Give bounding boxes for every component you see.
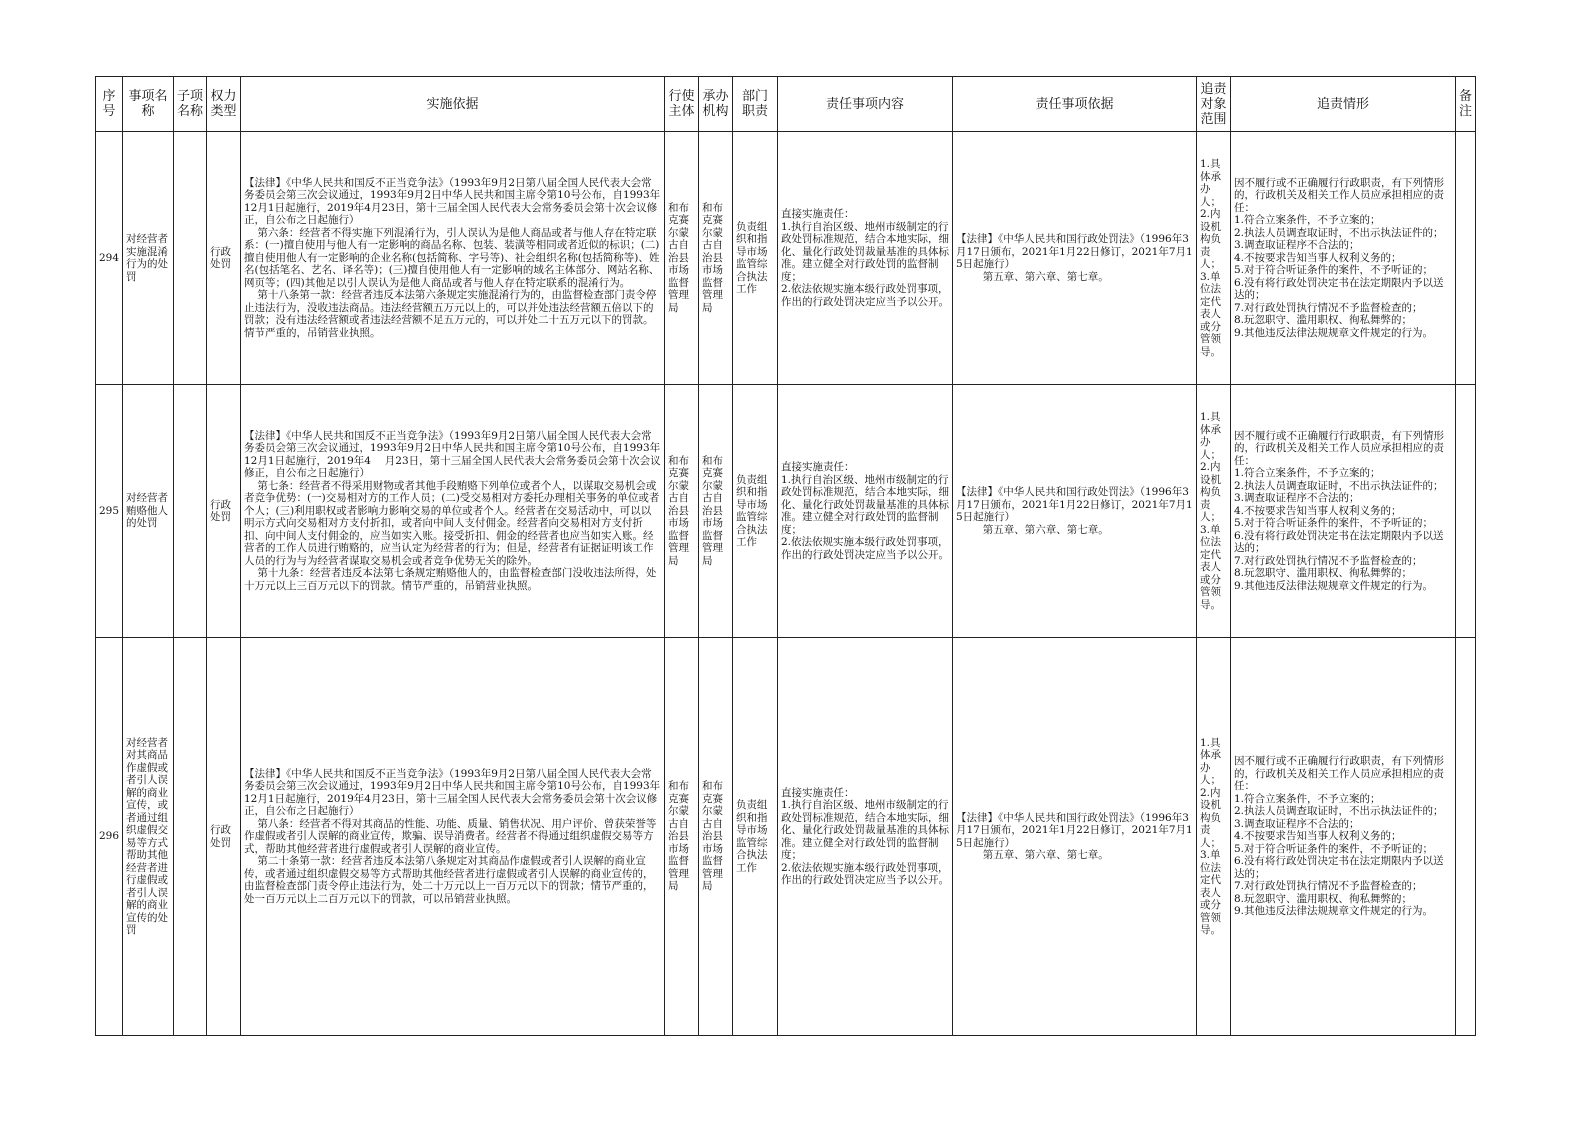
cell-sub-item <box>174 385 207 638</box>
resp-basis-line: 【法律】《中华人民共和国行政处罚法》（1996年3月17日颁布，2021年1月22日修订，2021年7月15日起施行） <box>956 811 1193 849</box>
circumstance-line: 6.没有将行政处罚决定书在法定期限内予以送达的； <box>1234 276 1444 302</box>
basis-paragraph: 第十八条第一款：经营者违反本法第六条规定实施混淆行为的，由监督检查部门责令停止违法行为，没收违法商品。违法经营额五万元以上的，可以并处违法经营额五倍以下的罚款；没有违法经营额或者违法经营额不足五万元的，可以并处二十五万元以下的罚款。情节严重的，吊销营业执照。 <box>244 289 657 339</box>
resp-content-line: 直接实施责任： <box>781 461 855 473</box>
basis-paragraph: 第十九条：经营者违反本法第七条规定贿赂他人的，由监督检查部门没收违法所得，处十万元以上三百万元以下的罚款。情节严重的，吊销营业执照。 <box>244 567 657 592</box>
header-circumstances: 追责情形 <box>1231 77 1456 132</box>
resp-content-line: 2.依法依规实施本级行政处罚事项，作出的行政处罚决定应当予以公开。 <box>781 861 949 886</box>
header-resp-content: 责任事项内容 <box>778 77 953 132</box>
cell-remarks <box>1456 638 1476 1036</box>
table-row <box>96 385 1476 638</box>
resp-content-line: 2.依法依规实施本级行政处罚事项，作出的行政处罚决定应当予以公开。 <box>781 536 949 561</box>
cell-dept-duty: 负责组织和指导市场监管综合执法工作 <box>733 132 778 385</box>
cell-seq: 296 <box>96 638 123 1036</box>
circumstance-line: 5.对于符合听证条件的案件，不予听证的； <box>1234 842 1434 855</box>
cell-resp-content <box>778 385 953 638</box>
circumstance-line: 1.符合立案条件，不予立案的； <box>1234 792 1381 805</box>
table-row <box>96 638 1476 1036</box>
cell-remarks <box>1456 132 1476 385</box>
header-scope: 追责对象范围 <box>1197 77 1231 132</box>
circumstance-line: 因不履行或不正确履行行政职责，有下列情形的，行政机关及相关工作人员应承担相应的责任： <box>1234 755 1444 793</box>
header-power-type: 权力类型 <box>207 77 241 132</box>
circumstance-line: 8.玩忽职守、滥用职权、徇私舞弊的； <box>1234 567 1413 580</box>
table-row <box>96 132 1476 385</box>
resp-basis-line: 【法律】《中华人民共和国行政处罚法》（1996年3月17日颁布，2021年1月22日修订，2021年7月15日起施行） <box>956 486 1193 523</box>
header-basis: 实施依据 <box>241 77 665 132</box>
cell-dept-duty: 负责组织和指导市场监管综合执法工作 <box>733 385 778 638</box>
cell-sub-item <box>174 638 207 1036</box>
resp-content-line: 1.执行自治区级、地州市级制定的行政处罚标准规范，结合本地实际，细化、量化行政处罚裁量基准的具体标准。建立健全对行政处罚的监督制度； <box>781 799 949 861</box>
header-item-name: 事项名称 <box>123 77 174 132</box>
cell-scope: 1.具体承办人；2.内设机构负责人；3.单位法定代表人或分管领导。 <box>1197 132 1231 385</box>
cell-power-type: 行政处罚 <box>207 132 241 385</box>
circumstance-line: 3.调查取证程序不合法的； <box>1234 239 1360 252</box>
cell-resp-content <box>778 132 953 385</box>
circumstance-line: 3.调查取证程序不合法的； <box>1234 817 1360 830</box>
circumstance-line: 因不履行或不正确履行行政职责，有下列情形的，行政机关及相关工作人员应承担相应的责任： <box>1234 429 1444 467</box>
cell-agency: 和布克赛尔蒙古自治县市场监督管理局 <box>699 638 733 1036</box>
cell-resp-basis <box>953 132 1197 385</box>
cell-circumstances <box>1231 132 1456 385</box>
cell-subject: 和布克赛尔蒙古自治县市场监督管理局 <box>665 385 699 638</box>
circumstance-line: 4.不按要求告知当事人权利义务的； <box>1234 830 1402 843</box>
circumstance-line: 9.其他违反法律法规规章文件规定的行为。 <box>1234 579 1434 592</box>
basis-paragraph: 第二十条第一款：经营者违反本法第八条规定对其商品作虚假或者引人误解的商业宣传，或者通过组织虚假交易等方式帮助其他经营者进行虚假或者引人误解的商业宣传的，由监督检查部门责令停止违法行为，处二十万元以上一百万元以下的罚款；情节严重的，处一百万元以上二百万元以下的罚款，可以吊销营业执照。 <box>244 855 654 905</box>
cell-dept-duty: 负责组织和指导市场监管综合执法工作 <box>733 638 778 1036</box>
circumstance-line: 8.玩忽职守、滥用职权、徇私舞弊的； <box>1234 892 1413 905</box>
circumstance-line: 2.执法人员调查取证时，不出示执法证件的； <box>1234 479 1444 492</box>
header-agency: 承办机构 <box>699 77 733 132</box>
cell-resp-basis <box>953 385 1197 638</box>
cell-subject: 和布克赛尔蒙古自治县市场监督管理局 <box>665 132 699 385</box>
circumstance-line: 4.不按要求告知当事人权利义务的； <box>1234 504 1402 517</box>
resp-basis-line: 第五章、第六章、第七章。 <box>956 849 1109 861</box>
cell-item-name: 对经营者贿赂他人的处罚 <box>123 385 174 638</box>
cell-seq: 294 <box>96 132 123 385</box>
cell-resp-basis <box>953 638 1197 1036</box>
header-resp-basis: 责任事项依据 <box>953 77 1197 132</box>
resp-content-line: 直接实施责任： <box>781 208 855 220</box>
cell-scope: 1.具体承办人；2.内设机构负责人；3.单位法定代表人或分管领导。 <box>1197 385 1231 638</box>
header-dept-duty: 部门职责 <box>733 77 778 132</box>
circumstance-line: 9.其他违反法律法规规章文件规定的行为。 <box>1234 326 1434 339</box>
circumstance-line: 2.执法人员调查取证时，不出示执法证件的； <box>1234 226 1444 239</box>
cell-basis <box>241 132 665 385</box>
resp-content-line: 2.依法依规实施本级行政处罚事项，作出的行政处罚决定应当予以公开。 <box>781 283 949 308</box>
cell-agency: 和布克赛尔蒙古自治县市场监督管理局 <box>699 385 733 638</box>
circumstance-line: 7.对行政处罚执行情况不予监督检查的； <box>1234 554 1423 567</box>
resp-basis-line: 【法律】《中华人民共和国行政处罚法》（1996年3月17日颁布，2021年1月22日修订，2021年7月15日起施行） <box>956 233 1193 270</box>
basis-paragraph: 【法律】《中华人民共和国反不正当竞争法》（1993年9月2日第八届全国人民代表大会常务委员会第三次会议通过，1993年9月2日中华人民共和国主席令第10号公布，自1993年12月1日起施行，2019年4月23日，第十三届全国人民代表大会常务委员会第十次会议修正，自公布之日起施行） <box>244 176 661 227</box>
resp-basis-line: 第五章、第六章、第七章。 <box>956 270 1109 283</box>
basis-paragraph: 第八条：经营者不得对其商品的性能、功能、质量、销售状况、用户评价、曾获荣誉等作虚假或者引人误解的商业宣传，欺骗、误导消费者。经营者不得通过组织虚假交易等方式，帮助其他经营者进行虚假或者引人误解的商业宣传。 <box>244 817 657 855</box>
circumstance-line: 5.对于符合听证条件的案件，不予听证的； <box>1234 517 1434 530</box>
circumstance-line: 6.没有将行政处罚决定书在法定期限内予以送达的； <box>1234 855 1444 880</box>
circumstance-line: 3.调查取证程序不合法的； <box>1234 492 1360 505</box>
cell-subject: 和布克赛尔蒙古自治县市场监督管理局 <box>665 638 699 1036</box>
basis-paragraph: 【法律】《中华人民共和国反不正当竞争法》（1993年9月2日第八届全国人民代表大会常务委员会第三次会议通过，1993年9月2日中华人民共和国主席令第10号公布，自1993年12月1日起施行，2019年4月23日，第十三届全国人民代表大会常务委员会第十次会议修正，自公布之日起施行） <box>244 767 661 818</box>
circumstance-line: 4.不按要求告知当事人权利义务的； <box>1234 251 1402 264</box>
header-subject: 行使主体 <box>665 77 699 132</box>
cell-basis <box>241 638 665 1036</box>
circumstance-line: 7.对行政处罚执行情况不予监督检查的； <box>1234 880 1423 893</box>
header-sub-item: 子项名称 <box>174 77 207 132</box>
circumstance-line: 8.玩忽职守、滥用职权、徇私舞弊的； <box>1234 314 1413 327</box>
basis-paragraph: 【法律】《中华人民共和国反不正当竞争法》（1993年9月2日第八届全国人民代表大会常务委员会第三次会议通过，1993年9月2日中华人民共和国主席令第10号公布，自1993年12月1日起施行，2019年4 月23日，第十三届全国人民代表大会常务委员会第十次会议修正，自公布之日起施行） <box>244 429 661 480</box>
basis-paragraph: 第六条：经营者不得实施下列混淆行为，引人误认为是他人商品或者与他人存在特定联系：(一)擅自使用与他人有一定影响的商品名称、包装、装潢等相同或者近似的标识；(二)擅自使用他人有一定影响的企业名称(包括简称、字号等)、社会组织名称(包括简称等)、姓名(包括笔名、艺名、译名等)；(三)擅自使用他人有一定影响的域名主体部分、网站名称、网页等；(四)其他足以引人误认为是他人商品或者与他人存在特定联系的混淆行为。 <box>244 226 660 289</box>
circumstance-line: 1.符合立案条件，不予立案的； <box>1234 214 1381 227</box>
resp-content-line: 1.执行自治区级、地州市级制定的行政处罚标准规范，结合本地实际，细化、量化行政处罚裁量基准的具体标准。建立健全对行政处罚的监督制度； <box>781 473 949 536</box>
circumstance-line: 7.对行政处罚执行情况不予监督检查的； <box>1234 301 1423 314</box>
cell-power-type: 行政处罚 <box>207 385 241 638</box>
cell-resp-content <box>778 638 953 1036</box>
circumstance-line: 9.其他违反法律法规规章文件规定的行为。 <box>1234 905 1434 918</box>
cell-remarks <box>1456 385 1476 638</box>
circumstance-line: 1.符合立案条件，不予立案的； <box>1234 467 1381 480</box>
header-remarks: 备注 <box>1456 77 1476 132</box>
cell-item-name: 对经营者实施混淆行为的处罚 <box>123 132 174 385</box>
circumstance-line: 因不履行或不正确履行行政职责，有下列情形的，行政机关及相关工作人员应承担相应的责任： <box>1234 176 1444 214</box>
resp-basis-line: 第五章、第六章、第七章。 <box>956 523 1109 536</box>
cell-agency: 和布克赛尔蒙古自治县市场监督管理局 <box>699 132 733 385</box>
cell-seq: 295 <box>96 385 123 638</box>
circumstance-line: 5.对于符合听证条件的案件，不予听证的； <box>1234 264 1434 277</box>
table-header-row <box>96 77 1476 132</box>
cell-circumstances <box>1231 638 1456 1036</box>
header-seq: 序号 <box>96 77 123 132</box>
resp-content-line: 1.执行自治区级、地州市级制定的行政处罚标准规范，结合本地实际，细化、量化行政处罚裁量基准的具体标准。建立健全对行政处罚的监督制度； <box>781 220 949 283</box>
cell-circumstances <box>1231 385 1456 638</box>
cell-power-type: 行政处罚 <box>207 638 241 1036</box>
circumstance-line: 6.没有将行政处罚决定书在法定期限内予以送达的； <box>1234 529 1444 555</box>
circumstance-line: 2.执法人员调查取证时，不出示执法证件的； <box>1234 805 1444 818</box>
cell-scope: 1.具体承办人；2.内设机构负责人；3.单位法定代表人或分管领导。 <box>1197 638 1231 1036</box>
basis-paragraph: 第七条：经营者不得采用财物或者其他手段贿赂下列单位或者个人，以谋取交易机会或者竞争优势：(一)交易相对方的工作人员；(二)受交易相对方委托办理相关事务的单位或者个人；(三)利用职权或者影响力影响交易的单位或者个人。经营者在交易活动中，可以以明示方式向交易相对方支付折扣，或者向中间人支付佣金。经营者向交易相对方支付折扣、向中间人支付佣金的，应当如实入账。接受折扣、佣金的经营者也应当如实入账。经营者的工作人员进行贿赂的，应当认定为经营者的行为；但是，经营者有证据证明该工作人员的行为与为经营者谋取交易机会或者竞争优势无关的除外。 <box>244 479 660 567</box>
resp-content-line: 直接实施责任： <box>781 786 855 799</box>
cell-item-name: 对经营者对其商品作虚假或者引人误解的商业宣传，或者通过组织虚假交易等方式帮助其他经营者进行虚假或者引人误解的商业宣传的处罚 <box>123 638 174 1036</box>
responsibility-table <box>95 76 1476 1036</box>
cell-sub-item <box>174 132 207 385</box>
cell-basis <box>241 385 665 638</box>
